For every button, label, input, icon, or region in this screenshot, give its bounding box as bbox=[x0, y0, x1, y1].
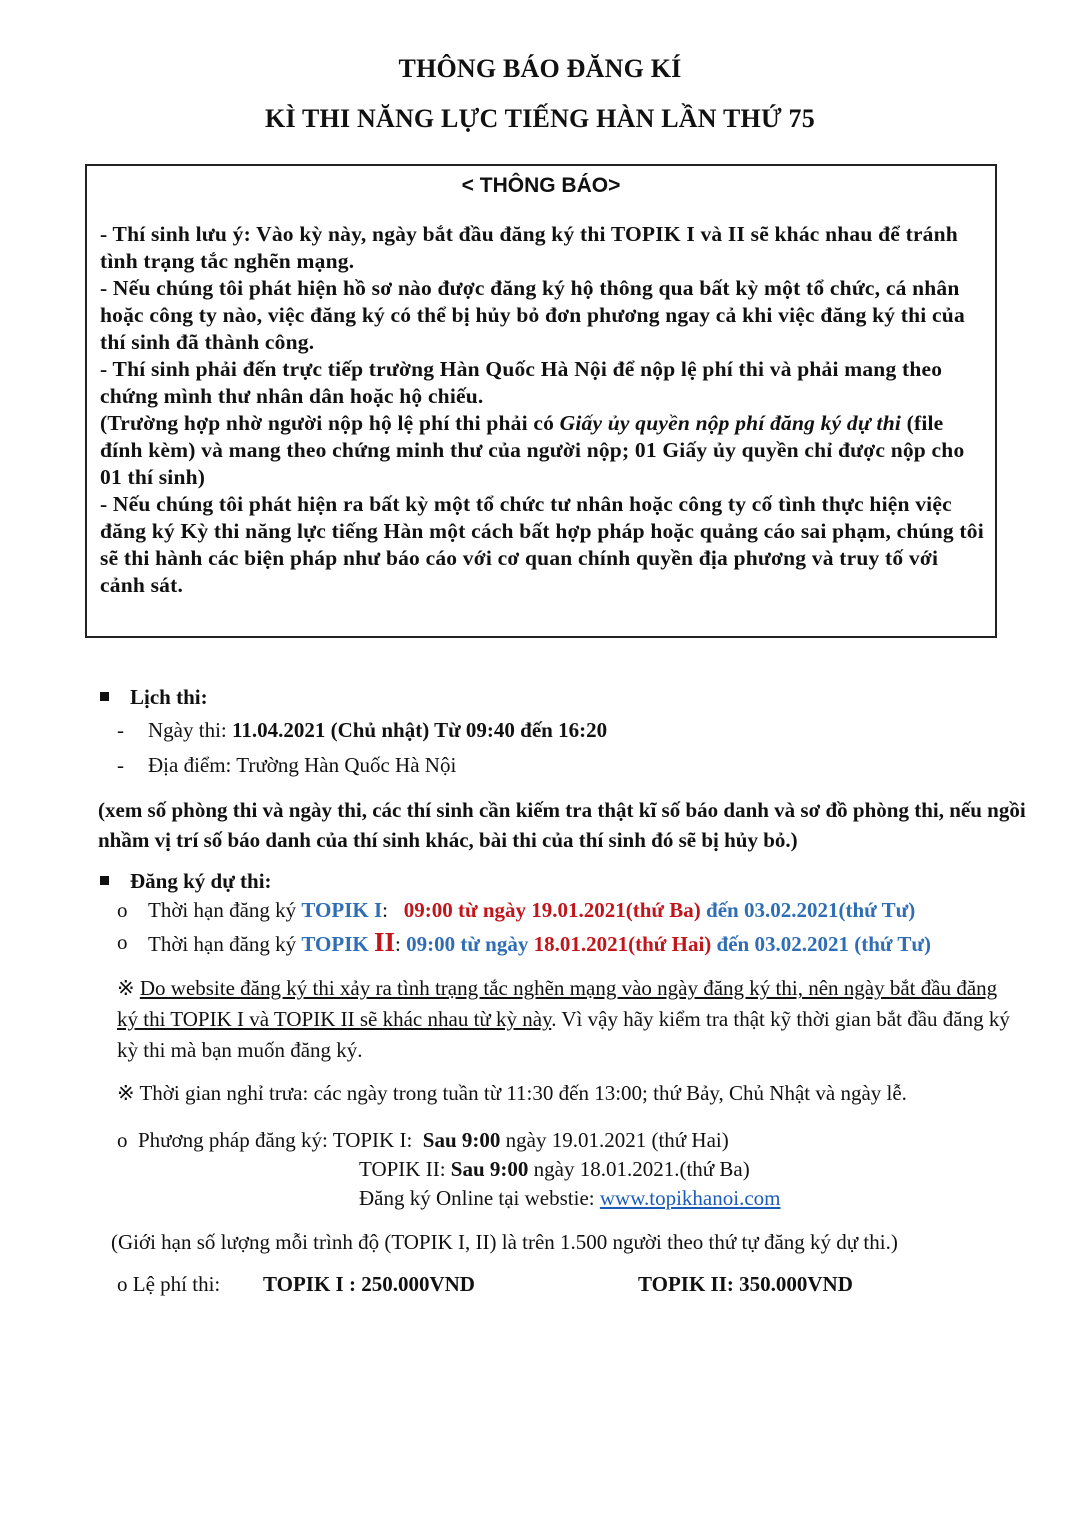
online-registration-row bbox=[359, 1185, 781, 1212]
topik2-level-prefix: TOPIK bbox=[301, 932, 374, 956]
topik2-time: 09:00 từ ngày bbox=[406, 932, 534, 956]
dash-bullet-icon: - bbox=[117, 718, 124, 742]
topik2-to: đến bbox=[711, 932, 755, 956]
notice-paragraph-2: - Nếu chúng tôi phát hiện hồ sơ nào được đăng ký hộ thông qua bất kỳ một tổ chức, cá nhân hoặc công ty nào, việc đăng ký có thể bị hủy bỏ đơn phương ngay cả khi việc đăng ký thi của thí sinh đã thành công. bbox=[100, 276, 965, 354]
circle-bullet-icon: o bbox=[117, 930, 128, 954]
topik1-time: 09:00 từ ngày bbox=[403, 898, 532, 922]
registration-heading-text: Đăng ký dự thi: bbox=[130, 869, 272, 893]
exam-fee-label: o Lệ phí thi: bbox=[117, 1272, 221, 1296]
method2-label: TOPIK II: bbox=[359, 1157, 451, 1181]
network-warning-rest: . Vì vậy hãy kiểm tra thật kỹ thời gian bắt đầu đăng ký kỳ thi mà bạn muốn đăng ký. bbox=[117, 1007, 1010, 1062]
lunch-break-note: ※ Thời gian nghỉ trưa: các ngày trong tuần từ 11:30 đến 13:00; thứ Bảy, Chủ Nhật và ngày lễ. bbox=[117, 1081, 907, 1105]
network-warning bbox=[117, 973, 1017, 1066]
exam-location-value: Trường Hàn Quốc Hà Nội bbox=[236, 753, 457, 777]
registration-heading bbox=[130, 868, 272, 895]
method2-date: ngày 18.01.2021.(thứ Ba) bbox=[528, 1157, 750, 1181]
notice-box bbox=[85, 164, 997, 638]
schedule-heading-text: Lịch thi: bbox=[130, 685, 208, 709]
title-line-1: THÔNG BÁO ĐĂNG KÍ bbox=[398, 54, 682, 83]
registration-row-topik2 bbox=[117, 927, 931, 957]
dash-bullet-icon: - bbox=[117, 753, 124, 777]
exam-location-row bbox=[117, 752, 457, 779]
notice-paragraph-1: - Thí sinh lưu ý: Vào kỳ này, ngày bắt đầu đăng ký thi TOPIK I và II sẽ khác nhau để tránh tình trạng tắc nghẽn mạng. bbox=[100, 222, 958, 273]
notice-paragraph-4 bbox=[100, 410, 984, 491]
topik2-level-numeral: II bbox=[373, 927, 395, 957]
notice-header: < THÔNG BÁO> bbox=[461, 174, 621, 197]
method1-time: Sau 9:00 bbox=[422, 1128, 501, 1152]
topik-hanoi-link[interactable]: www.topikhanoi.com bbox=[599, 1186, 781, 1210]
exam-date-label: Ngày thi: bbox=[148, 718, 232, 742]
schedule-note: (xem số phòng thi và ngày thi, các thí sinh cần kiếm tra thật kĩ số báo danh và sơ đồ phòng thi, nếu ngồi nhầm vị trí số báo danh của thí sinh khác, bài thi của thí sinh đó sẽ bị hủy bỏ.) bbox=[98, 798, 1026, 852]
topik1-to: đến bbox=[700, 898, 744, 922]
reference-mark-icon: ※ bbox=[117, 976, 140, 1000]
square-bullet-icon bbox=[100, 876, 109, 885]
title-line-2: KÌ THI NĂNG LỰC TIẾNG HÀN LẦN THỨ 75 bbox=[265, 104, 815, 133]
exam-date-row bbox=[117, 717, 608, 744]
circle-bullet-icon: o bbox=[117, 898, 128, 922]
topik1-end-date: 03.02.2021(thứ Tư) bbox=[743, 898, 916, 922]
topik1-level: TOPIK I bbox=[301, 898, 383, 922]
topik2-fee: TOPIK II: 350.000VND bbox=[638, 1272, 853, 1296]
exam-location-label: Địa điểm: bbox=[148, 753, 237, 777]
schedule-heading bbox=[130, 684, 208, 711]
deadline-label: Thời hạn đăng ký bbox=[148, 898, 302, 922]
method-row-2 bbox=[359, 1156, 750, 1183]
topik2-end-date: 03.02.2021 (thứ Tư) bbox=[754, 932, 931, 956]
notice-p4-end: (file đính kèm) và mang theo chứng minh thư của người nộp; 01 Giấy ủy quyền chỉ được nộp cho 01 thí sinh) bbox=[100, 411, 965, 489]
square-bullet-icon bbox=[100, 692, 109, 701]
online-label: Đăng ký Online tại webstie: bbox=[359, 1186, 600, 1210]
method-label: o Phương pháp đăng ký: TOPIK I: bbox=[117, 1128, 423, 1152]
exam-date-value: 11.04.2021 (Chủ nhật) Từ 09:40 đến 16:20 bbox=[232, 718, 608, 742]
topik1-start-date: 19.01.2021(thứ Ba) bbox=[531, 898, 701, 922]
topik2-start-date: 18.01.2021(thứ Hai) bbox=[533, 932, 712, 956]
method1-date: ngày 19.01.2021 (thứ Hai) bbox=[500, 1128, 729, 1152]
colon: : bbox=[382, 898, 404, 922]
registration-row-topik1 bbox=[117, 897, 916, 924]
notice-paragraph-3: - Thí sinh phải đến trực tiếp trường Hàn Quốc Hà Nội để nộp lệ phí thi và phải mang theo chứng mình thư nhân dân hoặc hộ chiếu. bbox=[100, 357, 943, 408]
notice-paragraph-5: - Nếu chúng tôi phát hiện ra bất kỳ một tổ chức tư nhân hoặc công ty cố tình thực hiện việc đăng ký Kỳ thi năng lực tiếng Hàn một cách bất hợp pháp hoặc quảng cáo sai phạm, chúng tôi sẽ thi hành các biện pháp như báo cáo với cơ quan chính quyền địa phương và truy tố với cảnh sát. bbox=[100, 492, 984, 597]
colon: : bbox=[394, 932, 407, 956]
notice-p4-start: (Trường hợp nhờ người nộp hộ lệ phí thi phải có bbox=[100, 411, 560, 435]
network-warning-underlined: Do website đăng ký thi xảy ra tình trạng tắc nghẽn mạng vào ngày đăng ký thi, nên ngày bắt đầu đăng ký thi TOPIK I và TOPIK II sẽ khác nhau từ kỳ này bbox=[117, 976, 998, 1031]
notice-p4-italic: Giấy ủy quyền nộp phí đăng ký dự thi bbox=[559, 411, 902, 435]
method2-time: Sau 9:00 bbox=[450, 1157, 529, 1181]
notice-body bbox=[100, 221, 984, 599]
topik1-fee: TOPIK I : 250.000VND bbox=[263, 1272, 475, 1296]
method-row-1 bbox=[117, 1127, 729, 1154]
participant-limit-note: (Giới hạn số lượng mỗi trình độ (TOPIK I, II) là trên 1.500 người theo thứ tự đăng ký dự thi.) bbox=[111, 1230, 898, 1254]
deadline-label: Thời hạn đăng ký bbox=[148, 932, 302, 956]
